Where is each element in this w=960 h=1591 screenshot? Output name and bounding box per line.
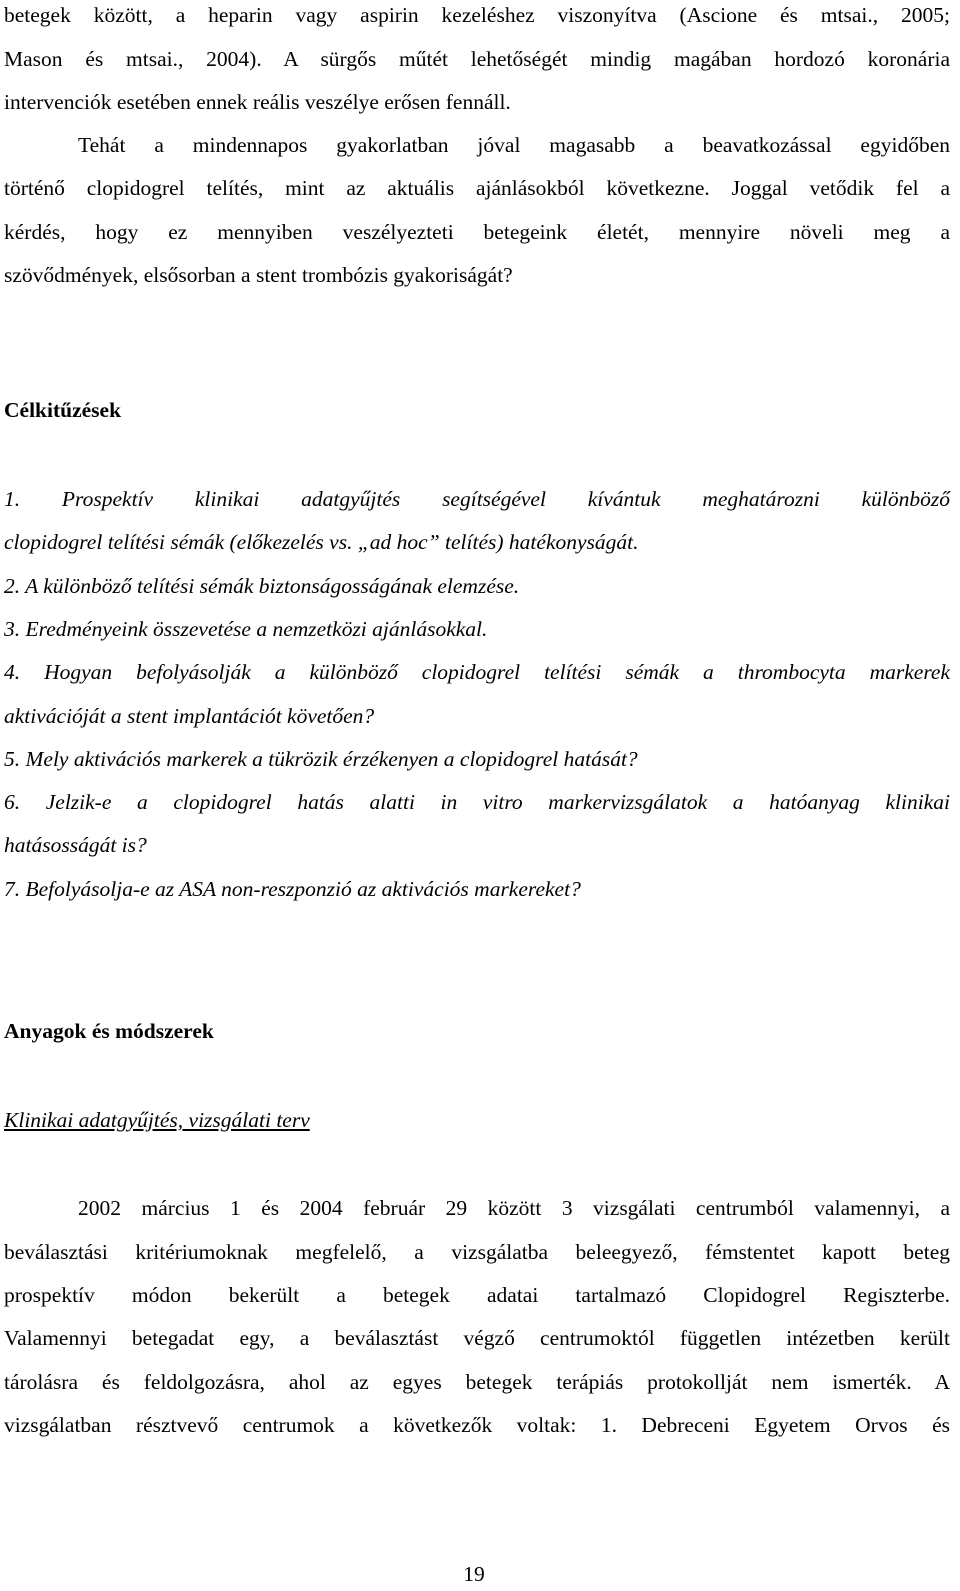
intro-line-2: Mason és mtsai., 2004). A sürgős műtét lehetőségét mindig magában hordozó koronária [4,47,950,71]
objectives-heading: Célkitűzések [4,398,122,422]
page-number: 19 [463,1562,485,1586]
objective-line-1: 1. Prospektív klinikai adatgyűjtés segítségével kívántuk meghatározni különböző [4,487,950,511]
methods-subheading-text: Klinikai adatgyűjtés, vizsgálati terv [4,1108,310,1132]
methods-line-1: 2002 március 1 és 2004 február 29 között 3 vizsgálati centrumból valamennyi, a [78,1196,950,1220]
methods-line-2: beválasztási kritériumoknak megfelelő, a vizsgálatba beleegyező, fémstentet kapott beteg [4,1240,950,1264]
intro-line-5: történő clopidogrel telítés, mint az aktuális ajánlásokból következne. Joggal vetődik fel a [4,176,950,200]
methods-subheading [4,1107,950,1133]
methods-line-6: vizsgálatban résztvevő centrumok a következők voltak: 1. Debreceni Egyetem Orvos és [4,1413,950,1437]
intro-line-4: Tehát a mindennapos gyakorlatban jóval magasabb a beavatkozással egyidőben [78,133,950,157]
objective-line-6: aktivációját a stent implantációt követően? [4,704,375,728]
objective-line-7: 5. Mely aktivációs markerek a tükrözik érzékenyen a clopidogrel hatását? [4,747,638,771]
intro-line-6: kérdés, hogy ez mennyiben veszélyezteti betegeink életét, mennyire növeli meg a [4,220,950,244]
intro-line-3: intervenciók esetében ennek reális veszélye erősen fennáll. [4,90,511,114]
objective-line-2: clopidogrel telítési sémák (előkezelés vs. „ad hoc” telítés) hatékonyságát. [4,530,639,554]
methods-heading: Anyagok és módszerek [4,1019,214,1043]
intro-line-7: szövődmények, elsősorban a stent trombózis gyakoriságát? [4,263,513,287]
objective-line-5: 4. Hogyan befolyásolják a különböző clopidogrel telítési sémák a thrombocyta markerek [4,660,950,684]
objective-line-4: 3. Eredményeink összevetése a nemzetközi ajánlásokkal. [4,617,488,641]
methods-line-4: Valamennyi betegadat egy, a beválasztást végző centrumoktól független intézetben került [4,1326,950,1350]
objective-line-10: 7. Befolyásolja-e az ASA non-reszponzió az aktivációs markereket? [4,877,581,901]
objective-line-8: 6. Jelzik-e a clopidogrel hatás alatti in vitro markervizsgálatok a hatóanyag klinikai [4,790,950,814]
methods-line-5: tárolásra és feldolgozásra, ahol az egyes betegek terápiás protokollját nem ismerték. A [4,1370,950,1394]
intro-line-1: betegek között, a heparin vagy aspirin kezeléshez viszonyítva (Ascione és mtsai., 2005; [4,3,950,27]
objective-line-9: hatásosságát is? [4,833,147,857]
methods-line-3: prospektív módon bekerült a betegek adatai tartalmazó Clopidogrel Regiszterbe. [4,1283,950,1307]
objective-line-3: 2. A különböző telítési sémák biztonságosságának elemzése. [4,574,520,598]
